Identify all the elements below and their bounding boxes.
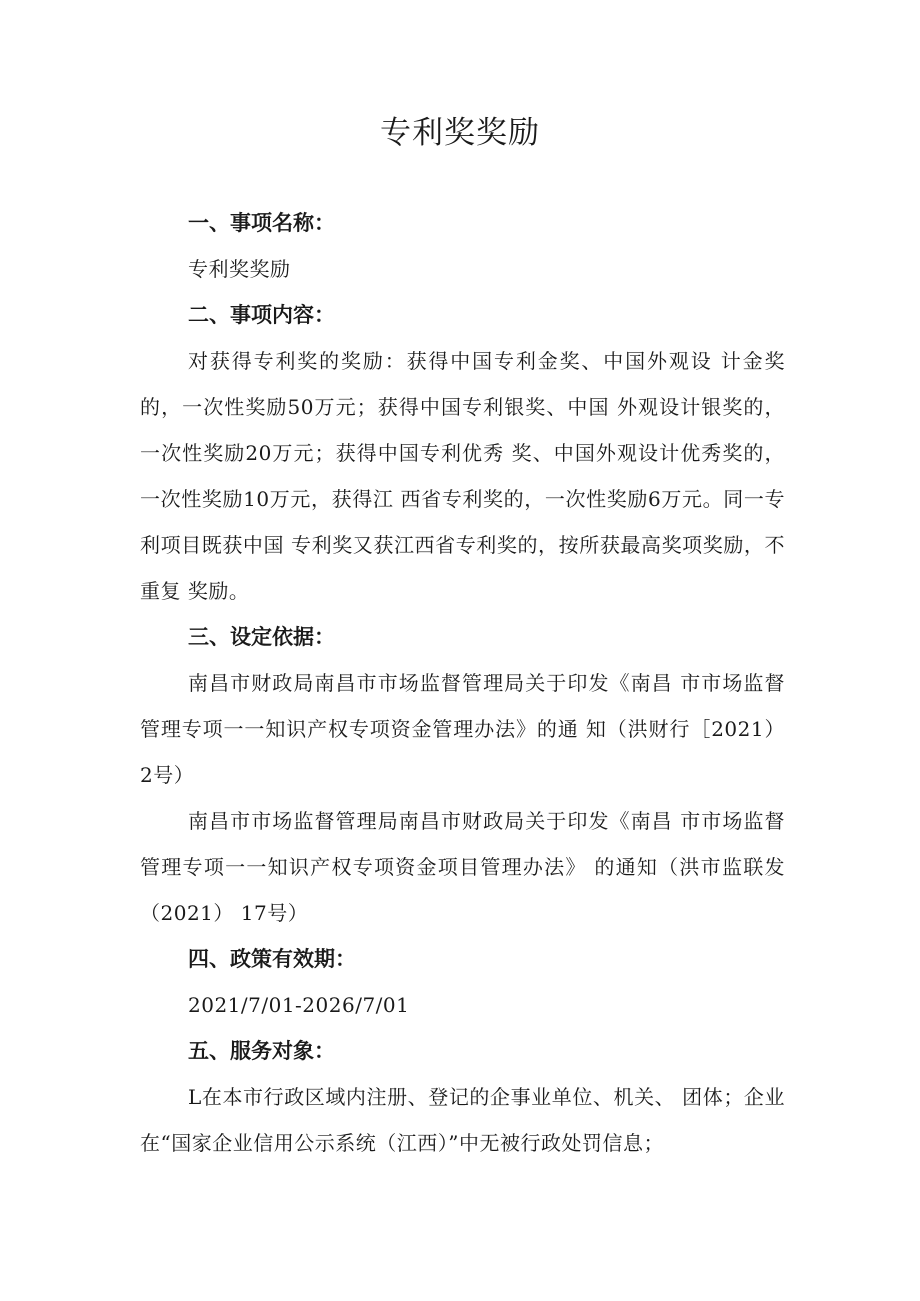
section-heading: 二、事项内容： [188, 303, 335, 327]
section-paragraph: L在本市行政区域内注册、登记的企事业单位、机关、 团体；企业在“国家企业信用公示系统（江西）”中无被行政处罚信息； [140, 1085, 785, 1155]
section-validity-period [140, 936, 785, 1028]
section-paragraph: 南昌市财政局南昌市市场监督管理局关于印发《南昌 市市场监督管理专项一一知识产权专项资金管理办法》的通 知（洪财行［2021） 2号） [140, 671, 785, 787]
document-title: 专利奖奖励 [380, 115, 540, 151]
section-heading: 四、政策有效期： [188, 947, 356, 971]
section-item-name [140, 200, 785, 292]
section-paragraph: 专利奖奖励 [188, 257, 291, 281]
section-heading: 一、事项名称： [188, 211, 335, 235]
section-paragraph: 对获得专利奖的奖励：获得中国专利金奖、中国外观设 计金奖的，一次性奖励50万元；获得中国专利银奖、中国 外观设计银奖的，一次性奖励20万元；获得中国专利优秀 奖、中国外观设计优秀奖的，一次性奖励10万元，获得江 西省专利奖的，一次性奖励6万元。同一专利项目既获中国 专利奖又获江西省专利奖的，按所获最高奖项奖励，不重复 奖励。 [140, 349, 785, 603]
section-item-content [140, 292, 785, 614]
section-heading: 三、设定依据： [188, 625, 335, 649]
section-paragraph: 2021/7/01-2026/7/01 [188, 993, 410, 1017]
section-legal-basis [140, 614, 785, 936]
section-service-target [140, 1028, 785, 1166]
section-paragraph: 南昌市市场监督管理局南昌市财政局关于印发《南昌 市市场监督管理专项一一知识产权专项资金项目管理办法》 的通知（洪市监联发（2021） 17号） [140, 809, 785, 925]
section-heading: 五、服务对象： [188, 1039, 335, 1063]
document-body [140, 200, 785, 1166]
